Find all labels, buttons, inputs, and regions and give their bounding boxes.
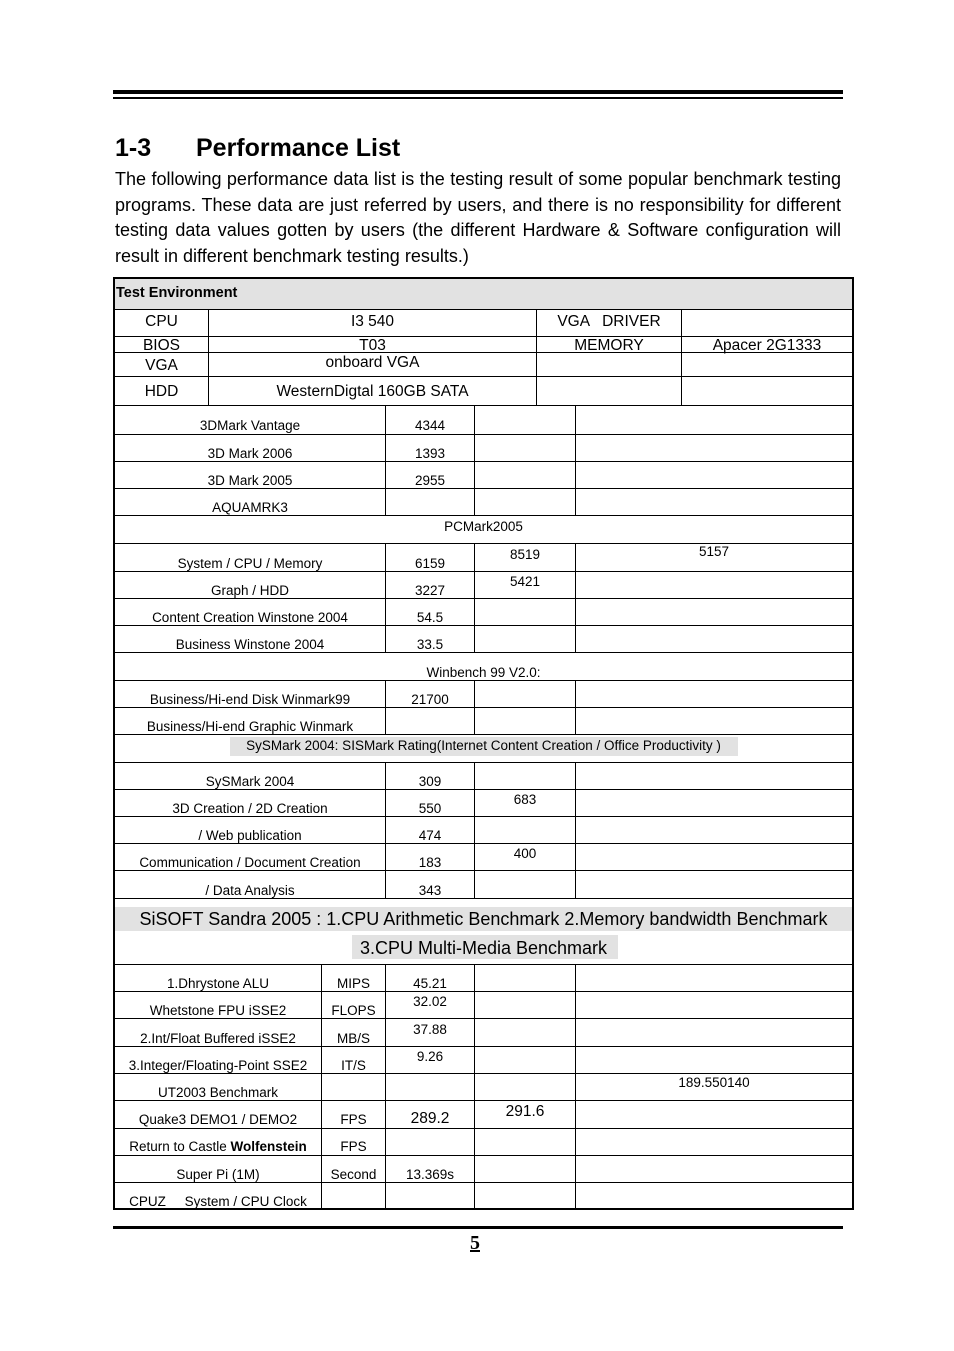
- pcmark-v1-3: 33.5: [416, 637, 444, 652]
- sisoft-v1-1: 32.02: [413, 994, 447, 1009]
- pcmark-name-0: System / CPU / Memory: [177, 556, 323, 571]
- 3d-name-1: 3D Mark 2006: [207, 446, 293, 461]
- sisoft-v3-4: 189.550140: [678, 1075, 750, 1090]
- page-number: 5: [470, 1232, 480, 1254]
- sysmark-name-2: / Web publication: [198, 828, 302, 843]
- sysmark-name-3: Communication / Document Creation: [139, 855, 361, 870]
- winbench-name-0: Business/Hi-end Disk Winmark99: [149, 692, 351, 707]
- sysmark-v1-1: 550: [418, 801, 442, 816]
- pcmark-v2-1: 5421: [509, 574, 541, 589]
- sisoft-v1-5: 289.2: [410, 1110, 450, 1127]
- sisoft-unit-1: FLOPS: [331, 1003, 376, 1018]
- sisoft-unit-2: MB/S: [336, 1031, 370, 1046]
- sysmark-v2-1: 683: [513, 792, 537, 807]
- sisoft-name-6-plain: Return to Castle: [129, 1139, 231, 1154]
- sisoft-name-0: 1.Dhrystone ALU: [166, 976, 270, 991]
- pcmark-v1-1: 3227: [414, 583, 446, 598]
- intro-paragraph: The following performance data list is the testing result of some popular benchmark testing programs. These data are just referred by users, and there is no responsibility for different testing data values gotten by users (the different Hardware & Software configuration will result in different benchmark testing results.): [115, 169, 841, 266]
- sisoft-name-2: 2.Int/Float Buffered iSSE2: [140, 1031, 296, 1046]
- sisoft-name-4: UT2003 Benchmark: [157, 1085, 279, 1100]
- vga-label: VGA: [145, 357, 178, 374]
- sisoft-unit-0: MIPS: [336, 976, 370, 991]
- sysmark-v1-4: 343: [418, 883, 442, 898]
- pcmark-v1-0: 6159: [414, 556, 446, 571]
- hdd-value: WesternDigtal 160GB SATA: [276, 383, 469, 400]
- 3d-name-0: 3DMark Vantage: [199, 418, 301, 433]
- env-title: Test Environment: [116, 285, 238, 301]
- pcmark-v1-2: 54.5: [416, 610, 444, 625]
- winbench-v1-0: 21700: [411, 692, 449, 707]
- section-title: Performance List: [196, 134, 401, 162]
- pcmark-v2-0: 8519: [509, 547, 541, 562]
- top-rule-thin: [113, 97, 843, 99]
- winbench-title: Winbench 99 V2.0:: [426, 665, 541, 680]
- sysmark-v2-3: 400: [513, 846, 537, 861]
- cpu-value: I3 540: [350, 313, 395, 330]
- pcmark-name-3: Business Winstone 2004: [175, 637, 325, 652]
- cpu-label: CPU: [145, 313, 178, 330]
- sisoft-line2: 3.CPU Multi-Media Benchmark: [359, 938, 608, 958]
- memory-value: Apacer 2G1333: [712, 337, 822, 354]
- sisoft-v1-7: 13.369s: [405, 1167, 455, 1182]
- pcmark-v3-0: 5157: [698, 544, 730, 559]
- bios-value: T03: [359, 337, 386, 354]
- 3d-value-0: 4344: [414, 418, 446, 433]
- sisoft-unit-5: FPS: [340, 1112, 367, 1127]
- 3d-name-3: AQUAMRK3: [212, 500, 288, 515]
- sysmark-v1-2: 474: [418, 828, 442, 843]
- sisoft-unit-3: IT/S: [341, 1058, 366, 1073]
- sisoft-v1-2: 37.88: [413, 1022, 447, 1037]
- sysmark-title: SySMark 2004: SISMark Rating(Internet Content Creation / Office Productivity ): [246, 738, 721, 753]
- 3d-value-2: 2955: [414, 473, 446, 488]
- bottom-rule-thick: [113, 1226, 843, 1229]
- sysmark-name-4: / Data Analysis: [205, 883, 295, 898]
- section-number: 1-3: [115, 134, 152, 162]
- sysmark-v1-0: 309: [418, 774, 442, 789]
- 3d-value-1: 1393: [414, 446, 446, 461]
- hdd-label: HDD: [144, 383, 179, 400]
- bios-label: BIOS: [142, 337, 181, 354]
- sisoft-unit-6: FPS: [340, 1139, 367, 1154]
- winbench-name-1: Business/Hi-end Graphic Winmark: [146, 719, 354, 734]
- sisoft-line1: SiSOFT Sandra 2005 : 1.CPU Arithmetic Benchmark 2.Memory bandwidth Benchmark: [139, 909, 828, 929]
- sysmark-v1-3: 183: [418, 855, 442, 870]
- vga-driver-label: VGA DRIVER: [557, 313, 661, 330]
- performance-table: [113, 277, 854, 1210]
- sysmark-name-0: SySMark 2004: [205, 774, 295, 789]
- memory-label: MEMORY: [574, 337, 644, 354]
- sisoft-v1-3: 9.26: [416, 1049, 444, 1064]
- sisoft-name-1: Whetstone FPU iSSE2: [149, 1003, 287, 1018]
- pcmark-name-2: Content Creation Winstone 2004: [152, 610, 348, 625]
- pcmark-name-1: Graph / HDD: [210, 583, 290, 598]
- sisoft-v1-0: 45.21: [413, 976, 447, 991]
- pcmark-title: PCMark2005: [444, 519, 523, 534]
- sisoft-name-6-bold: Wolfenstein: [230, 1139, 307, 1154]
- vga-value: onboard VGA: [325, 354, 420, 371]
- sisoft-name-3: 3.Integer/Floating-Point SSE2: [128, 1058, 308, 1073]
- sisoft-name-7: Super Pi (1M): [176, 1167, 260, 1182]
- sysmark-name-1: 3D Creation / 2D Creation: [172, 801, 328, 816]
- 3d-name-2: 3D Mark 2005: [207, 473, 293, 488]
- top-rule-thick: [113, 90, 843, 94]
- sisoft-name-6: [115, 1139, 321, 1154]
- section-heading: [115, 134, 400, 163]
- sisoft-name-8: CPUZ System / CPU Clock: [129, 1194, 307, 1209]
- sisoft-v2-5: 291.6: [505, 1103, 545, 1120]
- sisoft-unit-7: Second: [330, 1167, 377, 1182]
- sisoft-name-5: Quake3 DEMO1 / DEMO2: [138, 1112, 298, 1127]
